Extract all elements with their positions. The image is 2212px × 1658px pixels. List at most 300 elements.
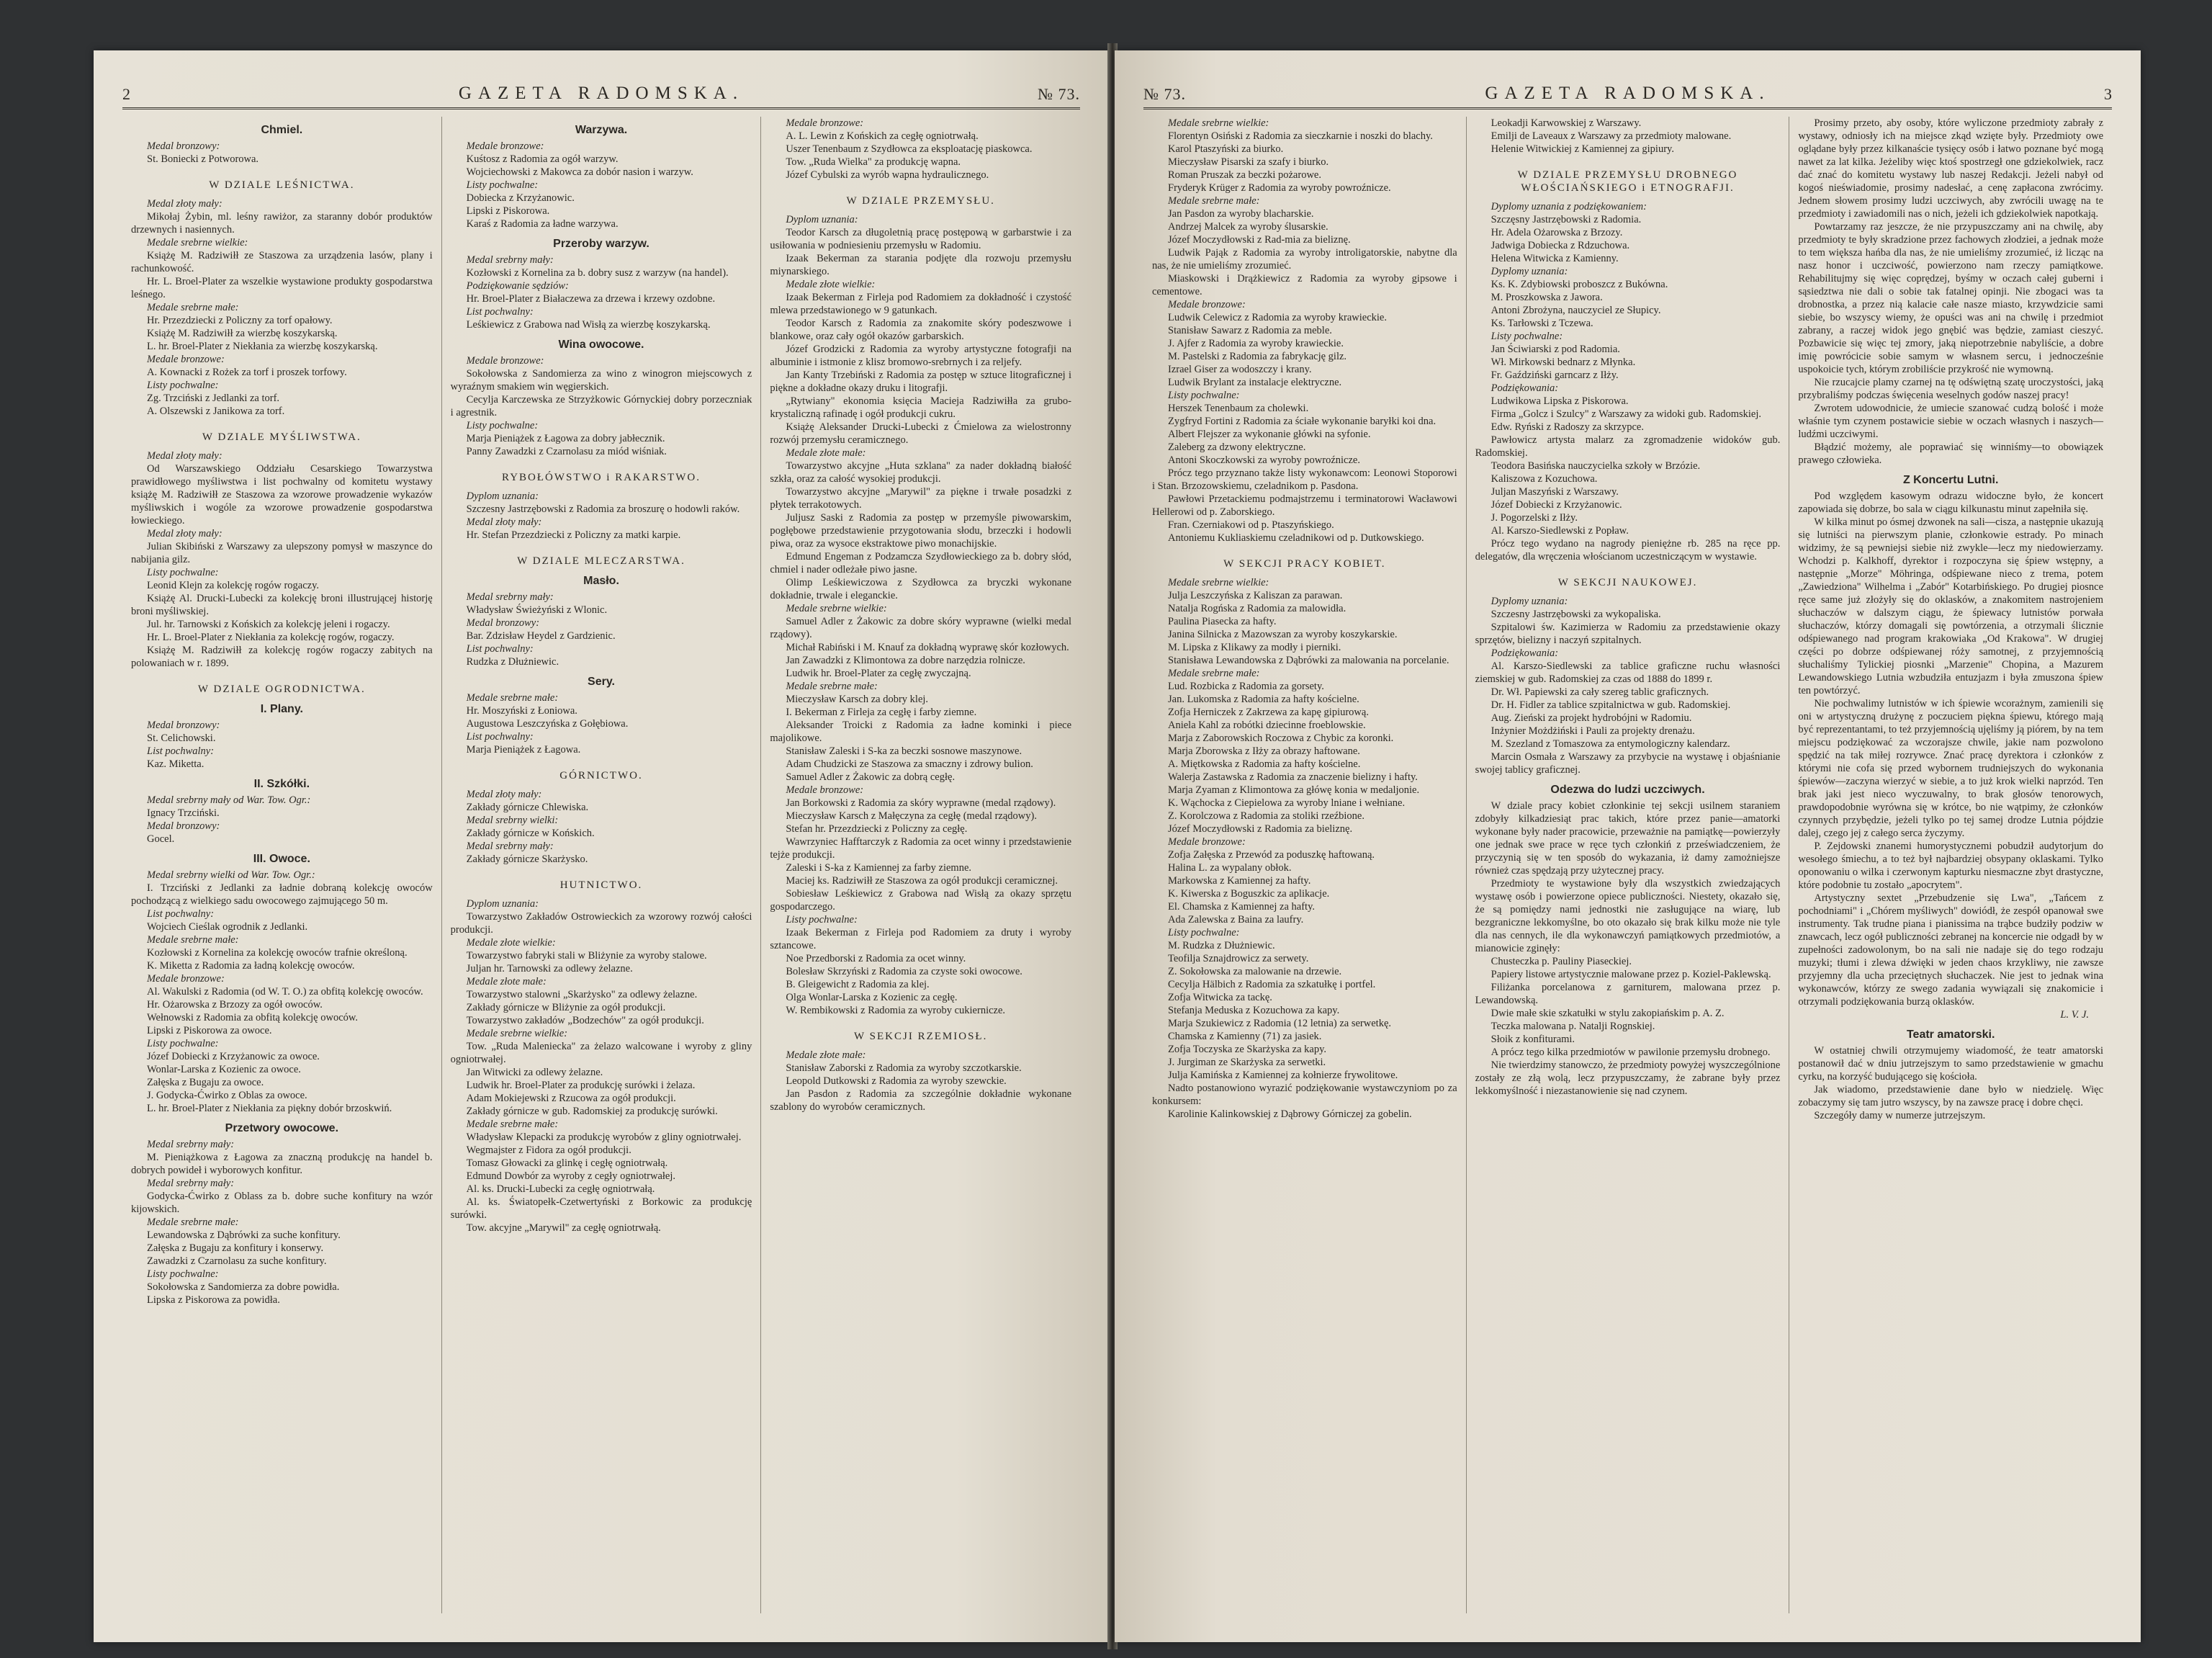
- award-category: Listy pochwalne:: [466, 420, 539, 431]
- award-category: Medal bronzowy:: [147, 140, 220, 152]
- award-entry: Marja Pieniążek z Łagowa.: [466, 744, 581, 756]
- award-entry: Mikołaj Żybin, ml. leśny rawiżor, za staranny dobór produktów drzewnych i nasiennych.: [131, 211, 433, 236]
- award-entry: Załęska z Bugaju za konfitury i konserwy.: [147, 1242, 324, 1254]
- award-category: Medal srebrny mały:: [466, 254, 554, 266]
- award-entry: Uszer Tenenbaum z Szydłowca za eksploatację piaskowca.: [786, 143, 1033, 155]
- award-entry: Ignacy Trzciński.: [147, 807, 220, 819]
- paragraph: Filiżanka porcelanowa z garniturem, malowana przez p. Lewandowską.: [1475, 982, 1781, 1006]
- award-entry: I. Trzciński z Jedlanki za ładnie dobraną kolekcję owoców pochodzącą z wielkiego sadu owocowego zajmującego 50 m.: [131, 882, 433, 907]
- award-entry: Leśkiewicz z Grabowa nad Wisłą za wierzbę koszykarską.: [466, 319, 711, 331]
- award-entry: Teodora Basińska nauczycielka szkoły w Brzózie.: [1491, 460, 1701, 472]
- department-heading: W DZIALE OGRODNICTWA.: [197, 684, 366, 695]
- award-entry: Juljusz Saski z Radomia za postęp w przemyśle piwowarskim, pogłębowe przedstawienie przygotowania słodu, brzeczki i hodowli piwa, oraz za wysoce ekstraktowe piwo monachijskie.: [770, 512, 1072, 550]
- award-entry: Cecylja Karczewska ze Strzyżkowic Górnyckiej dobry porzeczniak i agrestnik.: [450, 394, 752, 418]
- section-heading: Warzywa.: [575, 124, 628, 136]
- award-entry: Aug. Zieński za projekt hydrobójni w Radomiu.: [1491, 712, 1692, 724]
- award-entry: Leopold Dutkowski z Radomia za wyroby szewckie.: [786, 1075, 1007, 1087]
- award-entry: Wonlar-Larska z Kozienic za owoce.: [147, 1064, 301, 1075]
- award-entry: El. Chamska z Kamiennej za hafty.: [1168, 901, 1315, 913]
- department-heading: W DZIALE PRZEMYSŁU DROBNEGO WŁOŚCIAŃSKIEGO i ETNOGRAFJI.: [1517, 169, 1738, 194]
- award-category: Medale srebrne wielkie:: [147, 237, 248, 248]
- award-category: Medal bronzowy:: [466, 617, 540, 629]
- paragraph: Powtarzamy raz jeszcze, że nie przypuszczamy ani na chwilę, aby przedmioty te były skradzione przez fachowych złodziei, a jednak może to tem większa hańba dla nas, że nie umieliśmy zrozumieć, iż licząc na nasz honor i uczciwość, powierzono nam rzeczy pamiątkowe. Rehabilitujmy się więc coprędzej, byśmy w oczach całej guberni i sąsiedztwa nie dali o sobie tak fatalnej opinji. Nie zbogaci was ta drobnostka, a przez nią kalacie całe nasze miasto, krzywdzicie sami siebie, bo wszyscy wiemy, że opuści was ani na chwilę i przedmiot zabrany, a raczej widok jego gnębić was będzie, zamiast cieszyć. Pozbawicie się więc tej zmory, jaką niepotrzebnie nabyliście, a dobre imię powrócicie sobie samym w własnem sercu, i jednocześnie uspokoicie tych, którym zrobiliście przykrość nie wymowną.: [1798, 221, 2104, 375]
- award-entry: Cecylja Hälbich z Radomia za szkatułkę i portfel.: [1168, 979, 1376, 990]
- award-entry: L. hr. Broel-Plater z Niekłania za wierzbę koszykarską.: [147, 341, 378, 352]
- award-entry: A. L. Lewin z Końskich za cegłę ogniotrwałą.: [786, 130, 979, 142]
- award-entry: Towarzystwo fabryki stali w Bliżynie za wyroby stalowe.: [466, 950, 707, 962]
- award-entry: Józef Grodzicki z Radomia za wyroby artystyczne fotografji na albuminie i istmonie z klisz bromowo-srebrnych i za reljefy.: [770, 344, 1072, 368]
- award-entry: Stanisława Lewandowska z Dąbrówki za malowania na porcelanie.: [1168, 655, 1449, 666]
- award-entry: Al. Wakulski z Radomia (od W. T. O.) za obfitą kolekcję owoców.: [147, 986, 423, 998]
- award-entry: Zawadzki z Czarnolasu za suche konfitury.: [147, 1255, 327, 1267]
- award-entry: Edw. Ryński z Radoszy za skrzypce.: [1491, 421, 1644, 433]
- award-entry: Szpitalowi św. Kazimierza w Radomiu za przedstawienie okazy sprzętów, bielizny i naczyń szpitalnych.: [1475, 622, 1781, 646]
- award-entry: Zakłady górnicze w Bliżynie za ogół produkcji.: [466, 1002, 666, 1013]
- award-entry: Hr. Adela Ożarowska z Brzozy.: [1491, 227, 1623, 238]
- award-entry: Stanisław Sawarz z Radomia za meble.: [1168, 325, 1332, 336]
- department-heading: W SEKCJI RZEMIOSŁ.: [854, 1031, 988, 1042]
- award-entry: St. Celichowski.: [147, 732, 216, 744]
- award-entry: J. Jurgiman ze Skarżyska za serwetki.: [1168, 1057, 1326, 1068]
- award-entry: Walerja Zastawska z Radomia za znaczenie bielizny i hafty.: [1168, 771, 1418, 783]
- award-entry: Wojciechowski z Makowca za dobór nasion i warzyw.: [466, 166, 693, 178]
- award-entry: Adam Chudzicki ze Staszowa za smaczny i zdrowy bulion.: [786, 758, 1033, 770]
- left-page-columns: [122, 117, 1080, 1613]
- award-entry: Edmund Engeman z Podzamcza Szydłowieckiego za b. dobry słód, chmiel i nader odleżałe piwo jasne.: [770, 551, 1072, 575]
- award-entry: W. Rembikowski z Radomia za wyroby cukiernicze.: [786, 1005, 1006, 1016]
- award-entry: Marja z Zaborowskich Roczowa z Chybic za koronki.: [1168, 732, 1394, 744]
- award-entry: Wełnowski z Radomia za obfitą kolekcję owoców.: [147, 1012, 359, 1023]
- award-entry: Jul. hr. Tarnowski z Końskich za kolekcję jeleni i rogaczy.: [147, 619, 390, 630]
- award-entry: Mieczysław Karsch z Małęczyna za cegłę (medal rządowy).: [786, 810, 1037, 822]
- award-category: Listy pochwalne:: [466, 179, 539, 191]
- award-category: Medale srebrne małe:: [147, 1216, 239, 1228]
- award-entry: Książę Aleksander Drucki-Lubecki z Ćmielowa za wielostronny rozwój przemysłu ceramicznego.: [770, 421, 1072, 446]
- award-entry: Marja Pieniążek z Łagowa za dobry jabłecznik.: [466, 433, 665, 444]
- award-category: Medale srebrne małe:: [466, 692, 559, 704]
- award-entry: Stanisław Zaleski i S-ka za beczki sosnowe maszynowe.: [786, 745, 1022, 757]
- award-entry: Al. Karszo-Siedlewski z Popław.: [1491, 525, 1629, 537]
- award-entry: Teodor Karsch za długoletnią pracę postępową w garbarstwie i za usiłowania w podniesieniu przemysłu w Radomiu.: [770, 227, 1072, 251]
- award-entry: Zakłady górnicze w Końskich.: [466, 828, 595, 839]
- award-entry: Stefanja Meduska z Kozuchowa za kapy.: [1168, 1005, 1340, 1016]
- award-entry: M. Pieniążkowa z Łagowa za znaczną produkcję na handel b. dobrych powideł i wyborowych konfitur.: [131, 1152, 433, 1176]
- award-entry: Zg. Trzciński z Jedlanki za torf.: [147, 393, 280, 404]
- award-entry: Zaleberg za dzwony elektryczne.: [1168, 442, 1306, 453]
- department-heading: HUTNICTWO.: [559, 879, 643, 891]
- award-entry: Edmund Dowbór za wyroby z cegły ogniotrwałej.: [466, 1170, 675, 1182]
- award-entry: Fr. Gaździński garncarz z Iłży.: [1491, 369, 1619, 381]
- award-entry: M. Proszkowska z Jawora.: [1491, 292, 1603, 303]
- award-entry: Teofilja Sznajdrowicz za serwety.: [1168, 953, 1309, 964]
- award-entry: Hr. Broel-Plater z Białaczewa za drzewa i krzewy ozdobne.: [466, 293, 716, 305]
- section-heading: I. Plany.: [260, 703, 303, 715]
- award-category: Medal bronzowy:: [147, 720, 220, 731]
- column: [1143, 117, 1467, 1613]
- award-entry: Hr. Ożarowska z Brzozy za ogół owoców.: [147, 999, 323, 1011]
- award-category: Medale srebrne małe:: [786, 681, 878, 692]
- award-entry: A. Miętkowska z Radomia za hafty kościelne.: [1168, 758, 1361, 770]
- award-entry: Halina L. za wypalany obłok.: [1168, 862, 1292, 874]
- award-entry: Lud. Rozbicka z Radomia za gorsety.: [1168, 681, 1324, 692]
- award-entry: Stanisław Zaborski z Radomia za wyroby szczotkarskie.: [786, 1062, 1022, 1074]
- award-entry: Leonid Klejn za kolekcję rogów rogaczy.: [147, 580, 320, 591]
- award-category: Medale srebrne małe:: [147, 934, 239, 946]
- award-entry: Zofja Toczyska ze Skarżyska za kapy.: [1168, 1044, 1327, 1055]
- award-entry: Roman Pruszak za beczki pożarowe.: [1168, 169, 1321, 181]
- award-category: Listy pochwalne:: [1168, 390, 1240, 401]
- award-category: Podziękowanie sędziów:: [466, 280, 569, 292]
- award-entry: K. Wąchocka z Ciepielowa za wyroby lniane i wełniane.: [1168, 797, 1406, 809]
- department-heading: W SEKCJI NAUKOWEJ.: [1557, 577, 1698, 588]
- award-entry: Panny Zawadzki z Czarnolasu za miód wiśniak.: [466, 446, 667, 457]
- award-category: Medale bronzowe:: [786, 117, 864, 129]
- award-category: Medale bronzowe:: [147, 973, 225, 985]
- award-entry: Pawłowicz artysta malarz za zgromadzenie widoków gub. Radomskiej.: [1475, 434, 1781, 459]
- award-entry: Juljan hr. Tarnowski za odlewy żelazne.: [466, 963, 633, 974]
- award-entry: Józef Moczydłowski z Radomia za bieliznę.: [1168, 823, 1353, 835]
- section-heading: Chmiel.: [261, 124, 303, 136]
- award-category: Listy pochwalne:: [147, 1038, 219, 1049]
- award-entry: Szczęsny Jastrzębowski z Radomia.: [1491, 214, 1642, 225]
- award-entry: Jadwiga Dobiecka z Rdzuchowa.: [1491, 240, 1630, 251]
- award-category: Medal złoty mały:: [466, 516, 542, 528]
- award-category: Medale złote wielkie:: [466, 937, 556, 949]
- department-heading: W DZIALE MLECZARSTWA.: [517, 555, 685, 567]
- award-entry: Towarzystwo Zakładów Ostrowieckich za wzorowy rozwój całości produkcji.: [450, 911, 752, 936]
- award-entry: Ludwik Brylant za instalacje elektryczne.: [1168, 377, 1342, 388]
- award-entry: Al. ks. Drucki-Lubecki za cegłę ogniotrwałą.: [466, 1183, 655, 1195]
- award-entry: Marja Zborowska z Iłży za obrazy haftowane.: [1168, 745, 1360, 757]
- award-entry: Herszek Tenenbaum za cholewki.: [1168, 403, 1309, 414]
- award-entry: Józef Moczydłowski z Rad-mia za bieliznę.: [1168, 234, 1351, 246]
- award-entry: Izaak Bekerman z Firleja pod Radomiem za dokładność i czystość mlewa przedstawionego w 9 gatunkach.: [770, 292, 1072, 316]
- award-entry: Sobiesław Leśkiewicz z Grabowa nad Wisłą za okazy sprzętu gospodarczego.: [770, 888, 1072, 913]
- award-category: List pochwalny:: [466, 643, 534, 655]
- award-entry: Zakłady górnicze Chlewiska.: [466, 802, 589, 813]
- award-category: Dyplom uznania:: [786, 214, 858, 225]
- column: [442, 117, 762, 1613]
- award-entry: J. Pogorzelski z Iłży.: [1491, 512, 1578, 524]
- award-entry: Julian Skibiński z Warszawy za ulepszony pomysł w maszynce do nabijania gilz.: [131, 541, 433, 565]
- award-entry: Al. ks. Światopełk-Czetwertyński z Borkowic za produkcję surówki.: [450, 1196, 752, 1221]
- section-heading: Sery.: [588, 676, 615, 688]
- award-entry: Towarzystwo akcyjne „Huta szklana" za nader dokładną białość szkła, oraz za całość wysokiej produkcji.: [770, 460, 1072, 485]
- paragraph: Słoik z konfiturami.: [1491, 1034, 1575, 1045]
- department-heading: RYBOŁÓWSTWO i RAKARSTWO.: [502, 472, 701, 483]
- award-entry: Ludwikowa Lipska z Piskorowa.: [1491, 395, 1629, 407]
- section-heading: Przeroby warzyw.: [553, 238, 649, 250]
- award-entry: L. hr. Broel-Plater z Niekłania za piękny dobór brzoskwiń.: [147, 1103, 392, 1114]
- award-entry: Andrzej Malcek za wyroby ślusarskie.: [1168, 221, 1328, 233]
- paragraph: Pod względem kasowym odrazu widoczne było, że koncert zapowiada się dobrze, bo sala w ciągu kilkunastu minut zapełniła się.: [1798, 490, 2104, 515]
- section-heading: II. Szkółki.: [253, 778, 310, 790]
- award-category: Medale złote wielkie:: [786, 279, 876, 290]
- paragraph: P. Zejdowski znanemi humorystycznemi pobudził audytorjum do wesołego śmiechu, a to też był najbardziej obsypany oklaskami. Tylko oponowaniu o wilka i czerwonym kapturku niesmaczne zbyt drastyczne, które podobnie tu zostało „apocrytem".: [1798, 841, 2104, 891]
- award-category: Medale bronzowe:: [786, 784, 864, 796]
- paragraph: Teczka malowana p. Natalji Rognskiej.: [1491, 1021, 1655, 1032]
- column: [1467, 117, 1790, 1613]
- award-entry: „Rytwiany" ekonomia księcia Macieja Radziwiłła za grubo-krystaliczną rafinadę i ogół produkcji cukru.: [770, 395, 1072, 420]
- award-category: Medale bronzowe:: [147, 354, 225, 365]
- award-entry: Ada Zalewska z Baina za laufry.: [1168, 914, 1304, 926]
- award-category: Medale bronzowe:: [1168, 299, 1246, 310]
- award-entry: Mieczysław Pisarski za szafy i biurko.: [1168, 156, 1329, 168]
- award-entry: Zaleski i S-ka z Kamiennej za farby ziemne.: [786, 862, 972, 874]
- award-entry: Chamska z Kamienny (71) za jasiek.: [1168, 1031, 1322, 1042]
- award-entry: Al. Karszo-Siedlewski za tablice graficzne ruchu własności ziemskiej w gub. Radomskiej za czas od 1888 do 1899 r.: [1475, 660, 1781, 685]
- section-heading: Przetwory owocowe.: [225, 1122, 339, 1134]
- award-entry: Samuel Adler z Żakowic za dobre skóry wyprawne (wielki medal rządowy).: [770, 616, 1072, 640]
- award-category: Medal złoty mały:: [147, 528, 222, 539]
- award-category: Medale srebrne małe:: [466, 1119, 559, 1130]
- award-category: Dyplom uznania:: [466, 898, 539, 910]
- award-entry: Bar. Zdzisław Heydel z Gardzienic.: [466, 630, 616, 642]
- award-entry: Teodor Karsch z Radomia za znakomite skóry podeszwowe i blankowe, oraz cały ogół okazów garbarskich.: [770, 318, 1072, 342]
- award-entry: Towarzystwo akcyjne „Marywil" za piękne i trwałe posadzki z płytek terrakotowych.: [770, 486, 1072, 511]
- department-heading: W SEKCJI PRACY KOBIET.: [1223, 558, 1386, 570]
- award-entry: Marja Szukiewicz z Radomia (12 letnia) za serwetkę.: [1168, 1018, 1392, 1029]
- award-entry: Godycka-Ćwirko z Oblass za b. dobre suche konfitury na wzór kijowskich.: [131, 1191, 433, 1215]
- paragraph: Błądzić możemy, ale poprawiać się winniśmy—to obowiązek prawego człowieka.: [1798, 442, 2104, 466]
- award-entry: Antoni Zbrożyna, nauczyciel ze Słupicy.: [1491, 305, 1661, 316]
- page-number: 2: [122, 85, 130, 103]
- award-entry: Juljan Maszyński z Warszawy.: [1491, 486, 1619, 498]
- right-page-columns: [1143, 117, 2112, 1613]
- award-entry: I. Bekerman z Firleja za cegłę i farby ziemne.: [786, 707, 977, 718]
- award-category: Medal srebrny mały:: [147, 1139, 235, 1150]
- award-entry: Kaliszowa z Kozuchowa.: [1491, 473, 1598, 485]
- award-entry: Antoniemu Kukliaskiemu czeladnikowi od p. Dutkowskiego.: [1168, 532, 1424, 544]
- award-entry: Nadto postanowiono wyrazić podziękowanie wystawczyniom po za konkursem:: [1152, 1083, 1457, 1107]
- award-entry: Bolesław Skrzyński z Radomia za czyste soki owocowe.: [786, 966, 1022, 977]
- award-entry: Miaskowski i Drążkiewicz z Radomia za wyroby gipsowe i cementowe.: [1152, 273, 1457, 297]
- award-entry: Lipski z Piskorowa.: [466, 205, 550, 217]
- award-entry: Karol Ptaszyński za biurko.: [1168, 143, 1284, 155]
- award-category: Dyplomy uznania:: [1491, 596, 1568, 607]
- department-heading: W DZIALE MYŚLIWSTWA.: [202, 431, 361, 443]
- column: [1789, 117, 2112, 1613]
- paragraph: Papiery listowe artystycznie malowane przez p. Koziel-Paklewską.: [1491, 969, 1771, 980]
- left-page: [94, 50, 1109, 1642]
- award-entry: Z. Korolczowa z Radomia za stoliki rzeźbione.: [1168, 810, 1364, 822]
- award-entry: Rudzka z Dłużniewic.: [466, 656, 559, 668]
- award-category: Medale złote małe:: [786, 1049, 866, 1061]
- paragraph: Zwrotem udowodnicie, że umiecie szanować cudzą bolość i może właśnie tym czynem postawicie siebie w oczach własnych i naszych—ludźmi uczciwymi.: [1798, 403, 2104, 440]
- award-entry: Jan Pasdon z Radomia za szczególnie dokładnie wykonane szablony do wyrobów ceramicznych.: [770, 1088, 1072, 1113]
- award-entry: Hr. Przezdziecki z Policzny za torf opałowy.: [147, 315, 333, 326]
- award-category: List pochwalny:: [466, 306, 534, 318]
- award-category: Medal srebrny mały:: [147, 1178, 235, 1189]
- award-entry: Samuel Adler z Żakowic za dobrą cegłę.: [786, 771, 956, 783]
- award-entry: Kozłowski z Kornelina za kolekcję owoców trafnie określoną.: [147, 947, 408, 959]
- award-entry: Marja Zyaman z Klimontowa za główę konia w medaljonie.: [1168, 784, 1420, 796]
- award-entry: Dr. H. Fidler za tablice szpitalnictwa w gub. Radomskiej.: [1491, 699, 1731, 711]
- award-entry: Emilji de Laveaux z Warszawy za przedmioty malowane.: [1491, 130, 1732, 142]
- award-category: Medal srebrny wielki:: [466, 815, 559, 826]
- award-entry: Augustowa Leszczyńska z Gołębiowa.: [466, 718, 629, 730]
- award-entry: Julja Kamińska z Kamiennej za kołnierze frywolitowe.: [1168, 1070, 1398, 1081]
- award-entry: Leokadji Karwowskiej z Warszawy.: [1491, 117, 1642, 129]
- award-category: List pochwalny:: [147, 908, 215, 920]
- award-entry: Hr. L. Broel-Plater z Niekłania za kolekcję rogów, rogaczy.: [147, 632, 395, 643]
- award-entry: Jan Kanty Trzebiński z Radomia za postęp w sztuce litograficznej i piękne a dokładne okazy druku i litografji.: [770, 369, 1072, 394]
- award-entry: Jan Witwicki za odlewy żelazne.: [466, 1067, 603, 1078]
- paragraph: Artystyczny sextet „Przebudzenie się Lwa", „Tańcem z pochodniami" i „Chórem myśliwych" dowiódł, że zespół opanował swe instrumenty. Tak trudne piana i pianissima na trąbce budziły podziw w znawcach, lecz ogół publiczności zebranej na koncercie nie odgadł by w zupełności zadowolonym, bo na sali nie nadaje się do tego rodzaju muzyki; tłumi i zlewa dźwięki w jeden chaos krzykliwy, nie zawsze przyjemny dla ucha przeciętnych słuchaczek. Nie jest to jednak wina wykonawców, którzy ze swego zadania wywiązali się znakomicie i otrzymali podziękowania burzą oklasków.: [1798, 892, 2104, 1008]
- award-entry: Szczesny Jastrzębowski za wykopaliska.: [1491, 609, 1661, 620]
- award-entry: Książę Al. Drucki-Lubecki za kolekcję broni illustrującej historję broni myśliwskiej.: [131, 593, 433, 617]
- award-entry: Wegmajster z Fidora za ogół produkcji.: [466, 1144, 631, 1156]
- award-entry: Hr. Moszyński z Łoniowa.: [466, 705, 577, 717]
- award-entry: Zygfryd Fortini z Radomia za ściałe wykonanie baryłki koi dna.: [1168, 416, 1437, 427]
- award-entry: M. Pastelski z Radomia za fabrykację gilz.: [1168, 351, 1347, 362]
- award-category: Listy pochwalne:: [147, 1268, 219, 1280]
- award-category: Medale srebrne małe:: [1168, 668, 1260, 679]
- paragraph: W dziale pracy kobiet członkinie tej sekcji usilnem staraniem zdobyły kilkadziesiąt prac takich, które przez panie—amatorki wykonane były nader pracowicie, przeważnie na pamiątkę—powierzyły one jednak swe prace w ręce tych członkiń z przeświadczeniem, że przyczynią się w ten sposób do wykazania, iż damy zamożniejsze również czas spędzają przy użytecznej pracy.: [1475, 800, 1781, 877]
- award-entry: Tow. „Ruda Maleniecka" za żelazo walcowane i wyroby z gliny ogniotrwałej.: [450, 1041, 752, 1065]
- award-entry: Kuśtosz z Radomia za ogół warzyw.: [466, 153, 619, 165]
- award-entry: Od Warszawskiego Oddziału Cesarskiego Towarzystwa prawidłowego myśliwstwa i list pochwalny od komitetu wystawy książę M. Radziwiłł ze Staszowa za wzorowe prowadzenie wykazów myśliwskich i wogóle za wzorowe prowadzenie gospodarstwa łowieckiego.: [131, 463, 433, 526]
- award-entry: Jan. Lukomska z Radomia za hafty kościelne.: [1168, 694, 1359, 705]
- award-entry: Książę M. Radziwiłł ze Staszowa za urządzenia lasów, plany i rachunkowość.: [131, 250, 433, 274]
- award-entry: Ludwik Celewicz z Radomia za wyroby krawieckie.: [1168, 312, 1387, 323]
- section-heading: III. Owoce.: [253, 853, 310, 865]
- award-entry: Olimp Leśkiewiczowa z Szydłowca za bryczki wykonane dokładnie, trwale i eleganckie.: [770, 577, 1072, 601]
- award-category: Podziękowania:: [1491, 382, 1559, 394]
- award-entry: Natalja Rogńska z Radomia za malowidła.: [1168, 603, 1346, 614]
- section-heading: Teatr amatorski.: [1906, 1029, 1995, 1041]
- department-heading: W DZIALE PRZEMYSŁU.: [846, 195, 995, 207]
- award-entry: J. Ajfer z Radomia za wyroby krawieckie.: [1168, 338, 1344, 349]
- page-number: 3: [2104, 85, 2112, 103]
- award-entry: A. Olszewski z Janikowa za torf.: [147, 405, 285, 417]
- paragraph: Nie pochwalimy lutnistów w ich śpiewie wcorażnym, zamienili się oni w artystyczną drużynę z poczuciem piękna śpiewu, którego mają być reprezentantami, to też przyjemnością ujęliśmy ją piórem, by na tem miejscu podziękować za wczorajsze chwile, jakie nam pozwolono spędzić na tak miłej rozrywce. Znać pracę dyrektora i członków z którymi nie cofa się przed wybornem trudniejszych do wykonania śpiewów—zaczyna wierzyć w siebie, a to już krok wielki naprzód. Ten brak jaki jest nieco wyczuwalny, to brak głosów tenorowych, prawdopodobnie wyrówna się w krótce, bo nie wątpimy, że członków czynnych przybędzie, jeżeli tylko po tej samej drodze Lutnia pójdzie dalej, czego jej z całego serca życzymy.: [1798, 698, 2104, 839]
- award-entry: Pawłowi Przetackiemu podmajstrzemu i terminatorowi Wacławowi Hellerowi od p. Zaborskiego.: [1152, 493, 1457, 518]
- issue-number: № 73.: [1038, 85, 1080, 103]
- award-entry: Fran. Czerniakowi od p. Ptaszyńskiego.: [1168, 519, 1334, 531]
- award-entry: Florentyn Osiński z Radomia za sieczkarnie i noszki do blachy.: [1168, 130, 1433, 142]
- award-entry: K. Miketta z Radomia za ładną kolekcję owoców.: [147, 960, 355, 972]
- award-category: Medal srebrny mały:: [466, 841, 554, 852]
- award-entry: Z. Sokołowska za malowanie na drzewie.: [1168, 966, 1342, 977]
- award-category: Medal srebrny mały:: [466, 591, 554, 603]
- award-category: Medale srebrne wielkie:: [1168, 117, 1269, 129]
- right-page-header: [1143, 81, 2112, 109]
- award-entry: Hr. Stefan Przezdziecki z Policzny za matki karpie.: [466, 529, 681, 541]
- award-entry: Izrael Giser za wodoszczy i krany.: [1168, 364, 1312, 375]
- award-category: Dyplomy uznania z podziękowaniem:: [1491, 201, 1647, 212]
- award-entry: Jan Borkowski z Radomia za skóry wyprawne (medal rządowy).: [786, 797, 1056, 809]
- paragraph: Chusteczka p. Pauliny Piaseckiej.: [1491, 956, 1632, 967]
- award-entry: Firma „Golcz i Szulcy" z Warszawy za widoki gub. Radomskiej.: [1491, 408, 1762, 420]
- award-entry: Dobiecka z Krzyżanowic.: [466, 192, 575, 204]
- award-entry: Wł. Mirkowski bednarz z Młynka.: [1491, 357, 1636, 368]
- award-entry: Józef Dobiecki z Krzyżanowic.: [1491, 499, 1622, 511]
- award-category: Medal złoty mały:: [466, 789, 542, 800]
- award-entry: Inżynier Możdżiński i Pauli za projekty drenażu.: [1491, 725, 1695, 737]
- award-entry: Helena Witwicka z Kamienny.: [1491, 253, 1619, 264]
- section-heading: Z Koncertu Lutni.: [1902, 474, 1999, 486]
- award-entry: Antoni Skoczkowski za wyroby powroźnicze.: [1168, 454, 1360, 466]
- right-page: [1115, 50, 2141, 1642]
- award-entry: Zakłady górnicze Skarżysko.: [466, 853, 588, 865]
- award-entry: B. Gleigewicht z Radomia za klej.: [786, 979, 930, 990]
- award-category: Medale bronzowe:: [466, 355, 544, 367]
- award-entry: Janina Silnicka z Mazowszan za wyroby koszykarskie.: [1168, 629, 1398, 640]
- award-entry: Julja Leszczyńska z Kaliszan za parawan.: [1168, 590, 1343, 601]
- column: [761, 117, 1080, 1613]
- award-entry: Ks. Tarłowski z Tczewa.: [1491, 318, 1593, 329]
- award-entry: Mieczysław Karsch za dobry klej.: [786, 694, 929, 705]
- paragraph: Prosimy przeto, aby osoby, które wyliczone przedmioty zabrały z wystawy, odniosły ich na miejsce zkąd wzięte były. Przedmioty owe oglądane były przez kilkanaście tysięcy osób i łatwo poznane być mogą nawet za lat kilka. Jeżeliby więc ktoś spostrzegł one gdziekolwiek, racz dać znać do komitetu wystawy lub naszej Redakcji. Jeżeli nabył od kogoś nieświadomie, prosimy nadesłać, a cenę zapłacona zwrócimy. Jednem słowem prosimy ludzi uczciwych, aby zwrócili uwagę na te przedmioty i zawiadomili nas o nich, jeżeli ich gdziekolwiek napotkają.: [1798, 117, 2104, 220]
- award-entry: Prócz tego wydano na nagrody pieniężne rb. 285 na ręce pp. delegatów, dla wręczenia włościanom uczestniczącym w wystawie.: [1475, 538, 1781, 563]
- award-category: Dyplom uznania:: [466, 490, 539, 502]
- award-category: Medal złoty mały:: [147, 450, 222, 462]
- award-category: Medal bronzowy:: [147, 820, 220, 832]
- award-entry: Zakłady górnicze w gub. Radomskiej za produkcję surówki.: [466, 1106, 718, 1117]
- award-entry: Aniela Kahl za robótki dziecinne froeblowskie.: [1168, 720, 1366, 731]
- award-entry: Lipska z Piskorowa za powidła.: [147, 1294, 280, 1306]
- award-entry: K. Kiwerska z Boguszkic za aplikacje.: [1168, 888, 1330, 900]
- award-entry: Karaś z Radomia za ładne warzywa.: [466, 218, 619, 230]
- paragraph: A prócz tego kilka przedmiotów w pawilonie przemysłu drobnego.: [1491, 1047, 1771, 1058]
- award-entry: Marcin Osmała z Warszawy za przybycie na wystawę i objaśnianie swojej tablicy graficznej.: [1475, 751, 1781, 776]
- award-entry: Olga Wonlar-Larska z Kozienic za cegłę.: [786, 992, 958, 1003]
- award-entry: Izaak Bekerman z Firleja pod Radomiem za druty i wyroby sztancowe.: [770, 927, 1072, 951]
- award-category: Medal złoty mały:: [147, 198, 222, 210]
- award-entry: Ks. K. Zdybiowski proboszcz z Bukówna.: [1491, 279, 1668, 290]
- award-category: Medal srebrny wielki od War. Tow. Ogr.:: [147, 869, 315, 881]
- award-entry: Władysław Świeżyński z Wlonic.: [466, 604, 608, 616]
- paragraph: Jak wiadomo, przedstawienie dane było w niedzielę. Więc zobaczymy się tam jutro wszyscy, by na zawsze pracę i dobre chęci.: [1798, 1084, 2104, 1108]
- paragraph: W kilka minut po ósmej dzwonek na sali—cisza, a następnie ukazują się lutniści na pierwszym planie, członkowie estrady. Po minach widzimy, że są pewniejsi siebie niż zwykle—lecz my niedowierzamy. Wchodzi p. Kalkhoff, dyrektor i rozpoczyna się śpiew wstępny, a następnie „Morze" Möhringa, odśpiewane nieco z trema, potem „Zawiedziona" Wilhelma i „Zabór" Kotarbińskiego. Po drugiej piosnce ręce same już złożyły się do oklasków, a znakomitem nastrojeniem słuchaczów w dalszym ciągu, że śpiewacy lutnistów porwała słuchaczów, którzy domagali się powtórzenia, a otrzymali ślicznie odśpiewanego nad program krakowiaka „Od Krakowa". W drugiej części po dobrze odśpiewanej róży samotnej, z przyjemnością słuchaliśmy Tylickiej piosnki „Marzenie" Chopina, a Mazurem Lewandowskiego Lutnia wzbudziła entuzjazm i była zmuszona śpiew ten powtórzyć.: [1798, 516, 2104, 696]
- left-page-header: [122, 81, 1080, 109]
- award-entry: Towarzystwo stalowni „Skarżysko" za odlewy żelazne.: [466, 989, 698, 1000]
- paragraph: Szczegóły damy w numerze jutrzejszym.: [1814, 1110, 1986, 1121]
- award-entry: Markowska z Kamiennej za hafty.: [1168, 875, 1311, 887]
- award-entry: Jan Pasdon za wyroby blacharskie.: [1168, 208, 1314, 220]
- section-heading: Wina owocowe.: [558, 339, 644, 351]
- award-category: Listy pochwalne:: [786, 914, 858, 926]
- award-entry: Ludwik Pająk z Radomia za wyroby introligatorskie, nabytne dla nas, że nie umieliśmy zrozumieć.: [1152, 247, 1457, 272]
- award-entry: Helenie Witwickiej z Kamiennej za gipiury.: [1491, 143, 1674, 155]
- award-entry: Sokołowska z Sandomierza za dobre powidła.: [147, 1281, 340, 1293]
- section-heading: Odezwa do ludzi uczciwych.: [1550, 784, 1705, 796]
- column: [122, 117, 442, 1613]
- award-entry: Izaak Bekerman za starania podjęte dla rozwoju przemysłu miynarskiego.: [770, 253, 1072, 277]
- award-category: Medale bronzowe:: [466, 140, 544, 152]
- award-entry: Towarzystwo zakładów „Bodzechów" za ogół produkcji.: [466, 1015, 704, 1026]
- award-entry: Ludwik hr. Broel-Plater za produkcję surówki i żelaza.: [466, 1080, 696, 1091]
- award-category: Medale srebrne wielkie:: [1168, 577, 1269, 588]
- award-entry: Szczesny Jastrzębowski z Radomia za broszurę o hodowli raków.: [466, 503, 740, 515]
- award-entry: Karolinie Kalinkowskiej z Dąbrowy Górniczej za gobelin.: [1168, 1108, 1412, 1120]
- award-entry: Noe Przedborski z Radomia za ocet winny.: [786, 953, 966, 964]
- award-category: List pochwalny:: [147, 745, 215, 757]
- award-category: Medale srebrne wielkie:: [786, 603, 887, 614]
- award-entry: Hr. L. Broel-Plater za wszelkie wystawione produkty gospodarstwa leśnego.: [131, 276, 433, 300]
- award-entry: Aleksander Troicki z Radomia za ładne kominki i piece majolikowe.: [770, 720, 1072, 744]
- award-entry: J. Godycka-Ćwirko z Oblas za owoce.: [147, 1090, 307, 1101]
- paragraph: Nie twierdzimy stanowczo, że przedmioty powyżej wyszczególnione zostały ze złą wolą, lecz przypuszczamy, że zabrane były przez lekkomyślność i niezastanowienie się nad czynem.: [1475, 1059, 1781, 1097]
- award-entry: M. Rudzka z Dłużniewic.: [1168, 940, 1275, 951]
- paragraph: W ostatniej chwili otrzymujemy wiadomość, że teatr amatorski postanowił dać w dniu jutrzejszym to samo przedstawienie w gmachu cyrku, na korzyść budującego się kościoła.: [1798, 1045, 2104, 1083]
- award-entry: Albert Flejszer za wykonanie główki na syfonie.: [1168, 429, 1371, 440]
- award-entry: Władysław Klepacki za produkcję wyrobów z gliny ogniotrwałej.: [466, 1132, 742, 1143]
- award-entry: Józef Dobiecki z Krzyżanowic za owoce.: [147, 1051, 320, 1062]
- paragraph: Nie rzucajcie plamy czarnej na tę odświętną szatę uroczystości, jaką przybraliśmy podczas święcenia weselnych godów naszej pracy!: [1798, 377, 2104, 401]
- award-entry: M. Szezland z Tomaszowa za entymologiczny kalendarz.: [1491, 738, 1730, 750]
